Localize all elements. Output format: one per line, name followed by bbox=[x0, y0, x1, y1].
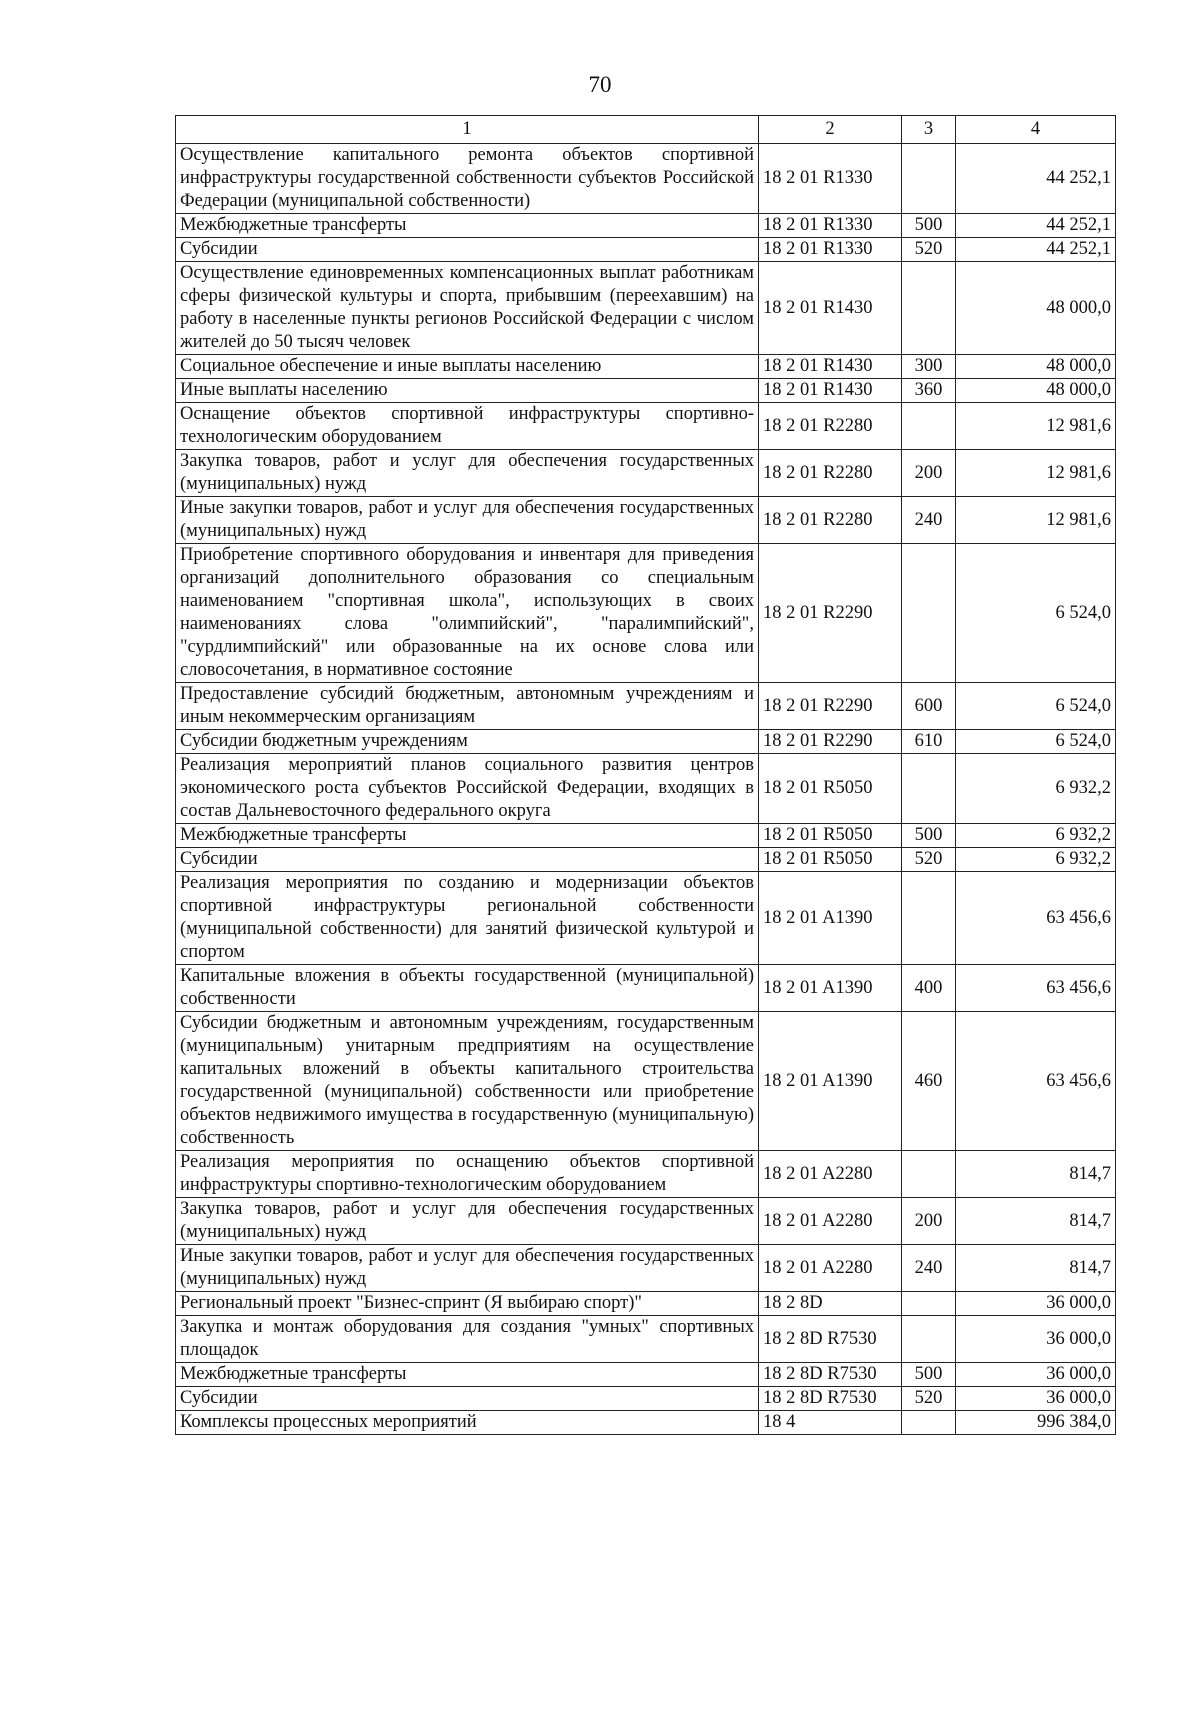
table-row bbox=[176, 824, 1116, 848]
row-name: Приобретение спортивного оборудования и инвентаря для приведения организаций дополнительного образования со специальным наименованием "спортивная школа", использующих в своих наименованиях слова "олимпийский", "паралимпийский", "сурдлимпийский" или образованные на их основе слова или словосочетания, в нормативное состояние bbox=[176, 544, 759, 683]
row-code: 18 2 01 R2280 bbox=[759, 497, 902, 544]
row-amount: 63 456,6 bbox=[956, 872, 1116, 965]
row-amount: 6 932,2 bbox=[956, 848, 1116, 872]
row-amount: 63 456,6 bbox=[956, 1012, 1116, 1151]
row-amount: 12 981,6 bbox=[956, 497, 1116, 544]
row-name: Субсидии бюджетным и автономным учреждениям, государственным (муниципальным) унитарным предприятиям на осуществление капитальных вложений в объекты капитального строительства государственной (муниципальной) собственности или приобретение объектов недвижимого имущества в государственную (муниципальную) собственность bbox=[176, 1012, 759, 1151]
page-number: 70 bbox=[588, 72, 612, 97]
row-type bbox=[902, 144, 956, 214]
row-code: 18 2 01 R5050 bbox=[759, 848, 902, 872]
column-header-3: 3 bbox=[902, 116, 956, 144]
table-row bbox=[176, 403, 1116, 450]
row-name: Закупка и монтаж оборудования для создания "умных" спортивных площадок bbox=[176, 1316, 759, 1363]
row-name: Межбюджетные трансферты bbox=[176, 214, 759, 238]
table-row bbox=[176, 1363, 1116, 1387]
table-row bbox=[176, 683, 1116, 730]
row-amount: 48 000,0 bbox=[956, 379, 1116, 403]
row-amount: 12 981,6 bbox=[956, 403, 1116, 450]
row-code: 18 2 01 R1330 bbox=[759, 214, 902, 238]
row-amount: 44 252,1 bbox=[956, 238, 1116, 262]
row-type: 360 bbox=[902, 379, 956, 403]
row-name: Иные закупки товаров, работ и услуг для обеспечения государственных (муниципальных) нужд bbox=[176, 1245, 759, 1292]
table-header-row bbox=[176, 116, 1116, 144]
row-type: 520 bbox=[902, 238, 956, 262]
row-amount: 814,7 bbox=[956, 1245, 1116, 1292]
row-amount: 6 932,2 bbox=[956, 754, 1116, 824]
row-name: Реализация мероприятия по оснащению объектов спортивной инфраструктуры спортивно-технологическим оборудованием bbox=[176, 1151, 759, 1198]
row-code: 18 2 01 A2280 bbox=[759, 1245, 902, 1292]
row-type: 240 bbox=[902, 497, 956, 544]
row-name: Межбюджетные трансферты bbox=[176, 824, 759, 848]
row-amount: 36 000,0 bbox=[956, 1387, 1116, 1411]
row-name: Субсидии bbox=[176, 1387, 759, 1411]
row-code: 18 2 01 R1430 bbox=[759, 379, 902, 403]
row-type bbox=[902, 1411, 956, 1435]
row-name: Социальное обеспечение и иные выплаты населению bbox=[176, 355, 759, 379]
row-type: 500 bbox=[902, 214, 956, 238]
row-type: 600 bbox=[902, 683, 956, 730]
table-row bbox=[176, 730, 1116, 754]
budget-table bbox=[175, 115, 1116, 1435]
row-name: Субсидии bbox=[176, 848, 759, 872]
row-code: 18 2 01 A1390 bbox=[759, 1012, 902, 1151]
row-name: Закупка товаров, работ и услуг для обеспечения государственных (муниципальных) нужд bbox=[176, 450, 759, 497]
table-row bbox=[176, 1316, 1116, 1363]
row-name: Межбюджетные трансферты bbox=[176, 1363, 759, 1387]
row-code: 18 4 bbox=[759, 1411, 902, 1435]
row-amount: 36 000,0 bbox=[956, 1292, 1116, 1316]
row-name: Предоставление субсидий бюджетным, автономным учреждениям и иным некоммерческим организациям bbox=[176, 683, 759, 730]
table-row bbox=[176, 497, 1116, 544]
row-amount: 48 000,0 bbox=[956, 355, 1116, 379]
row-amount: 814,7 bbox=[956, 1151, 1116, 1198]
row-type: 610 bbox=[902, 730, 956, 754]
row-name: Реализация мероприятий планов социального развития центров экономического роста субъектов Российской Федерации, входящих в состав Дальневосточного федерального округа bbox=[176, 754, 759, 824]
row-code: 18 2 8D R7530 bbox=[759, 1363, 902, 1387]
row-code: 18 2 8D R7530 bbox=[759, 1316, 902, 1363]
row-code: 18 2 01 R1330 bbox=[759, 144, 902, 214]
row-code: 18 2 01 R1330 bbox=[759, 238, 902, 262]
table-row bbox=[176, 965, 1116, 1012]
table-row bbox=[176, 1151, 1116, 1198]
row-name: Иные выплаты населению bbox=[176, 379, 759, 403]
row-type bbox=[902, 754, 956, 824]
table-row bbox=[176, 450, 1116, 497]
row-type: 300 bbox=[902, 355, 956, 379]
row-name: Региональный проект "Бизнес-спринт (Я выбираю спорт)" bbox=[176, 1292, 759, 1316]
row-code: 18 2 01 R2280 bbox=[759, 403, 902, 450]
row-code: 18 2 01 R5050 bbox=[759, 754, 902, 824]
row-amount: 6 524,0 bbox=[956, 683, 1116, 730]
row-code: 18 2 01 A2280 bbox=[759, 1151, 902, 1198]
row-type: 520 bbox=[902, 848, 956, 872]
column-header-2: 2 bbox=[759, 116, 902, 144]
row-amount: 996 384,0 bbox=[956, 1411, 1116, 1435]
table-row bbox=[176, 238, 1116, 262]
row-name: Иные закупки товаров, работ и услуг для обеспечения государственных (муниципальных) нужд bbox=[176, 497, 759, 544]
table-row bbox=[176, 379, 1116, 403]
row-type bbox=[902, 262, 956, 355]
row-amount: 814,7 bbox=[956, 1198, 1116, 1245]
row-type: 460 bbox=[902, 1012, 956, 1151]
row-amount: 12 981,6 bbox=[956, 450, 1116, 497]
row-name: Комплексы процессных мероприятий bbox=[176, 1411, 759, 1435]
row-type: 200 bbox=[902, 450, 956, 497]
row-amount: 36 000,0 bbox=[956, 1363, 1116, 1387]
column-header-4: 4 bbox=[956, 116, 1116, 144]
row-code: 18 2 01 R1430 bbox=[759, 355, 902, 379]
row-amount: 36 000,0 bbox=[956, 1316, 1116, 1363]
row-amount: 44 252,1 bbox=[956, 144, 1116, 214]
row-amount: 6 524,0 bbox=[956, 544, 1116, 683]
row-type: 520 bbox=[902, 1387, 956, 1411]
row-name: Реализация мероприятия по созданию и модернизации объектов спортивной инфраструктуры региональной собственности (муниципальной собственности) для занятий физической культурой и спортом bbox=[176, 872, 759, 965]
row-code: 18 2 01 R2280 bbox=[759, 450, 902, 497]
row-type: 200 bbox=[902, 1198, 956, 1245]
table-row bbox=[176, 355, 1116, 379]
row-amount: 6 932,2 bbox=[956, 824, 1116, 848]
row-type: 400 bbox=[902, 965, 956, 1012]
row-name: Осуществление капитального ремонта объектов спортивной инфраструктуры государственной собственности субъектов Российской Федерации (муниципальной собственности) bbox=[176, 144, 759, 214]
row-code: 18 2 01 A2280 bbox=[759, 1198, 902, 1245]
row-type: 500 bbox=[902, 824, 956, 848]
table-row bbox=[176, 872, 1116, 965]
table-row bbox=[176, 1198, 1116, 1245]
row-type bbox=[902, 1151, 956, 1198]
row-name: Капитальные вложения в объекты государственной (муниципальной) собственности bbox=[176, 965, 759, 1012]
row-type: 240 bbox=[902, 1245, 956, 1292]
row-type bbox=[902, 1292, 956, 1316]
row-code: 18 2 8D R7530 bbox=[759, 1387, 902, 1411]
table-row bbox=[176, 1292, 1116, 1316]
row-name: Субсидии бюджетным учреждениям bbox=[176, 730, 759, 754]
row-type bbox=[902, 872, 956, 965]
table-row bbox=[176, 1245, 1116, 1292]
table-row bbox=[176, 848, 1116, 872]
row-code: 18 2 01 R1430 bbox=[759, 262, 902, 355]
column-header-1: 1 bbox=[176, 116, 759, 144]
table-row bbox=[176, 1012, 1116, 1151]
row-type bbox=[902, 1316, 956, 1363]
row-name: Осуществление единовременных компенсационных выплат работникам сферы физической культуры и спорта, прибывшим (переехавшим) на работу в населенные пункты регионов Российской Федерации с числом жителей до 50 тысяч человек bbox=[176, 262, 759, 355]
table-row bbox=[176, 1411, 1116, 1435]
row-name: Оснащение объектов спортивной инфраструктуры спортивно-технологическим оборудованием bbox=[176, 403, 759, 450]
row-code: 18 2 01 R2290 bbox=[759, 730, 902, 754]
table-row bbox=[176, 214, 1116, 238]
row-type bbox=[902, 544, 956, 683]
row-code: 18 2 01 A1390 bbox=[759, 965, 902, 1012]
row-amount: 48 000,0 bbox=[956, 262, 1116, 355]
row-code: 18 2 01 R2290 bbox=[759, 544, 902, 683]
row-amount: 44 252,1 bbox=[956, 214, 1116, 238]
table-row bbox=[176, 1387, 1116, 1411]
row-type bbox=[902, 403, 956, 450]
row-name: Субсидии bbox=[176, 238, 759, 262]
row-code: 18 2 01 R2290 bbox=[759, 683, 902, 730]
row-amount: 6 524,0 bbox=[956, 730, 1116, 754]
table-row bbox=[176, 754, 1116, 824]
row-type: 500 bbox=[902, 1363, 956, 1387]
row-code: 18 2 01 R5050 bbox=[759, 824, 902, 848]
row-name: Закупка товаров, работ и услуг для обеспечения государственных (муниципальных) нужд bbox=[176, 1198, 759, 1245]
table-row bbox=[176, 262, 1116, 355]
row-code: 18 2 01 A1390 bbox=[759, 872, 902, 965]
table-row bbox=[176, 144, 1116, 214]
row-code: 18 2 8D bbox=[759, 1292, 902, 1316]
row-amount: 63 456,6 bbox=[956, 965, 1116, 1012]
table-row bbox=[176, 544, 1116, 683]
